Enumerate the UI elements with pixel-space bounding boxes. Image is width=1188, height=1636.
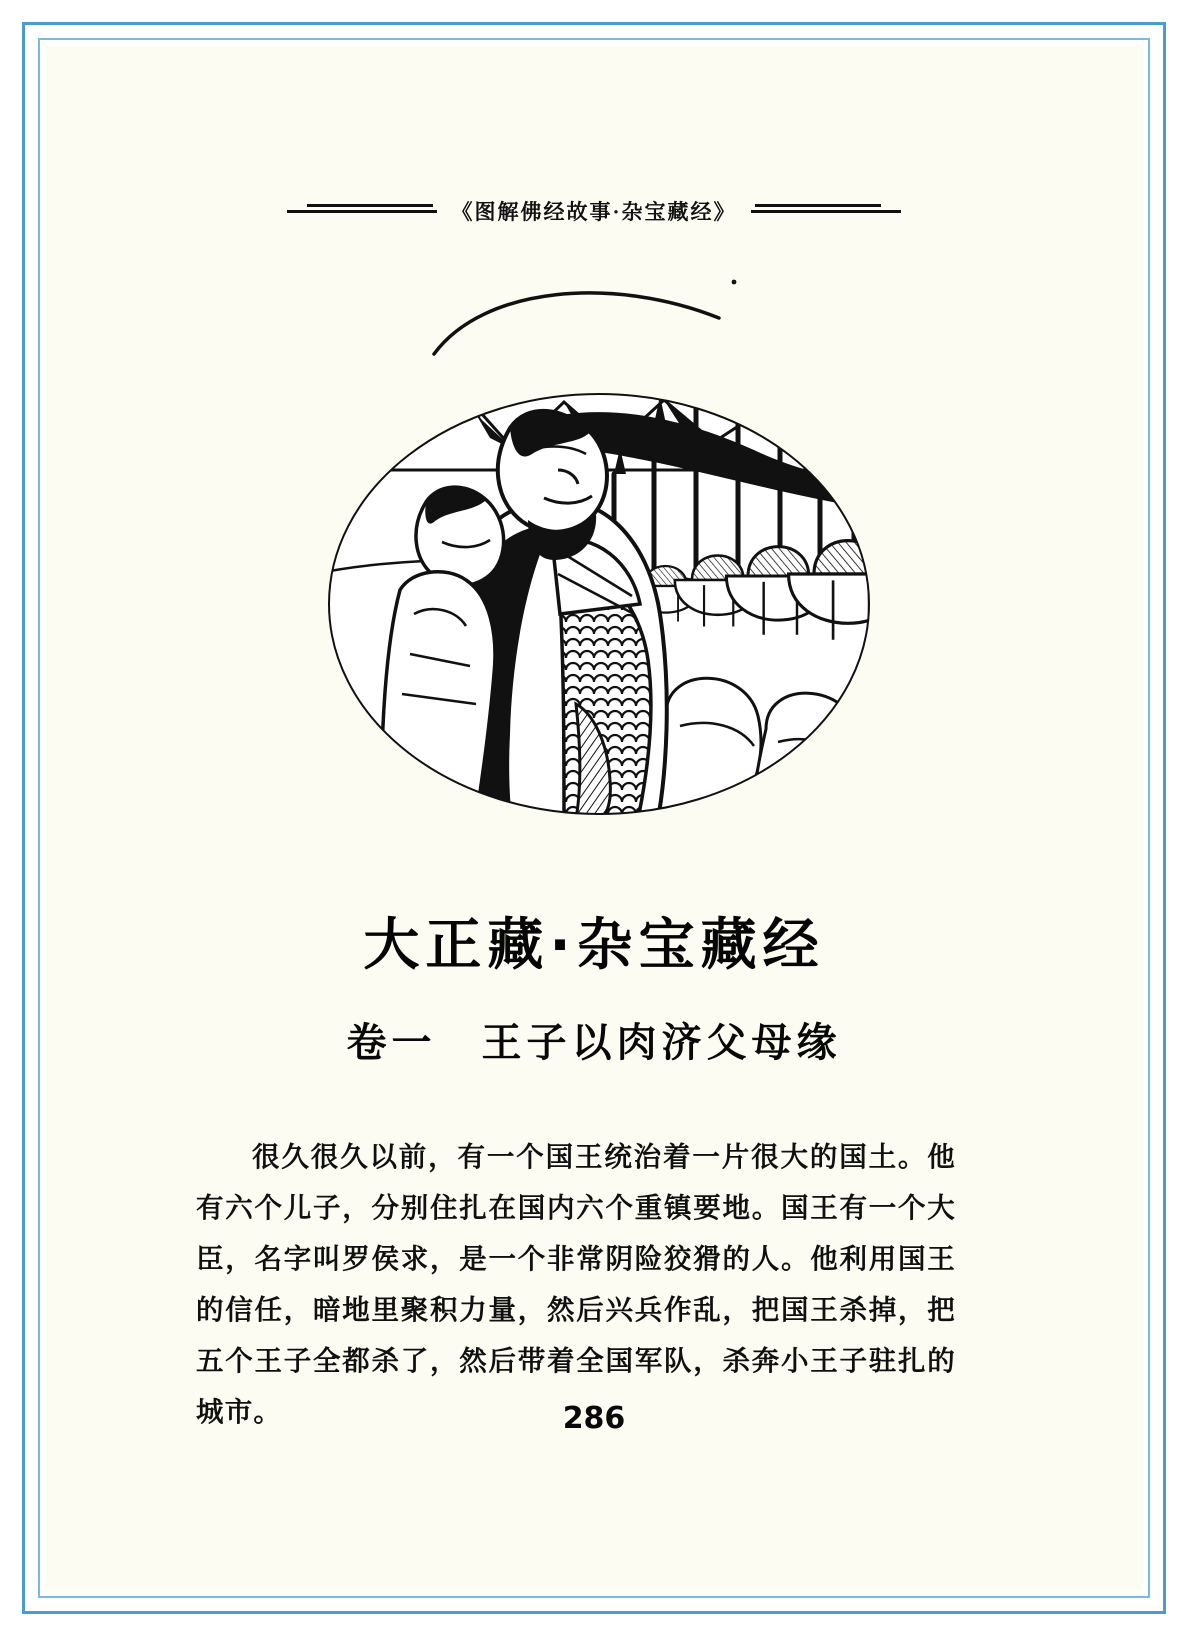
running-head — [46, 196, 1142, 226]
illustration — [46, 274, 1142, 834]
illustration-figure — [314, 274, 874, 819]
chapter-title: 卷一 王子以肉济父母缘 — [346, 1020, 842, 1065]
running-head-rule-left — [287, 210, 437, 213]
page-paper — [46, 46, 1142, 1590]
running-head-rule-right — [751, 210, 901, 213]
page-title: 大正藏·杂宝藏经 — [363, 913, 825, 978]
page-number: 286 — [562, 1401, 626, 1436]
running-head-text: 《图解佛经故事·杂宝藏经》 — [451, 200, 737, 224]
body-paragraph: 很久很久以前，有一个国王统治着一片很大的国土。他有六个儿子，分别住扎在国内六个重镇要地。国王有一个大臣，名字叫罗侯求，是一个非常阴险狡猾的人。他利用国王的信任，暗地里聚积力量，然后兴兵作乱，把国王杀掉，把五个王子全都杀了，然后带着全国军队，杀奔小王子驻扎的城市。 — [196, 1141, 956, 1427]
